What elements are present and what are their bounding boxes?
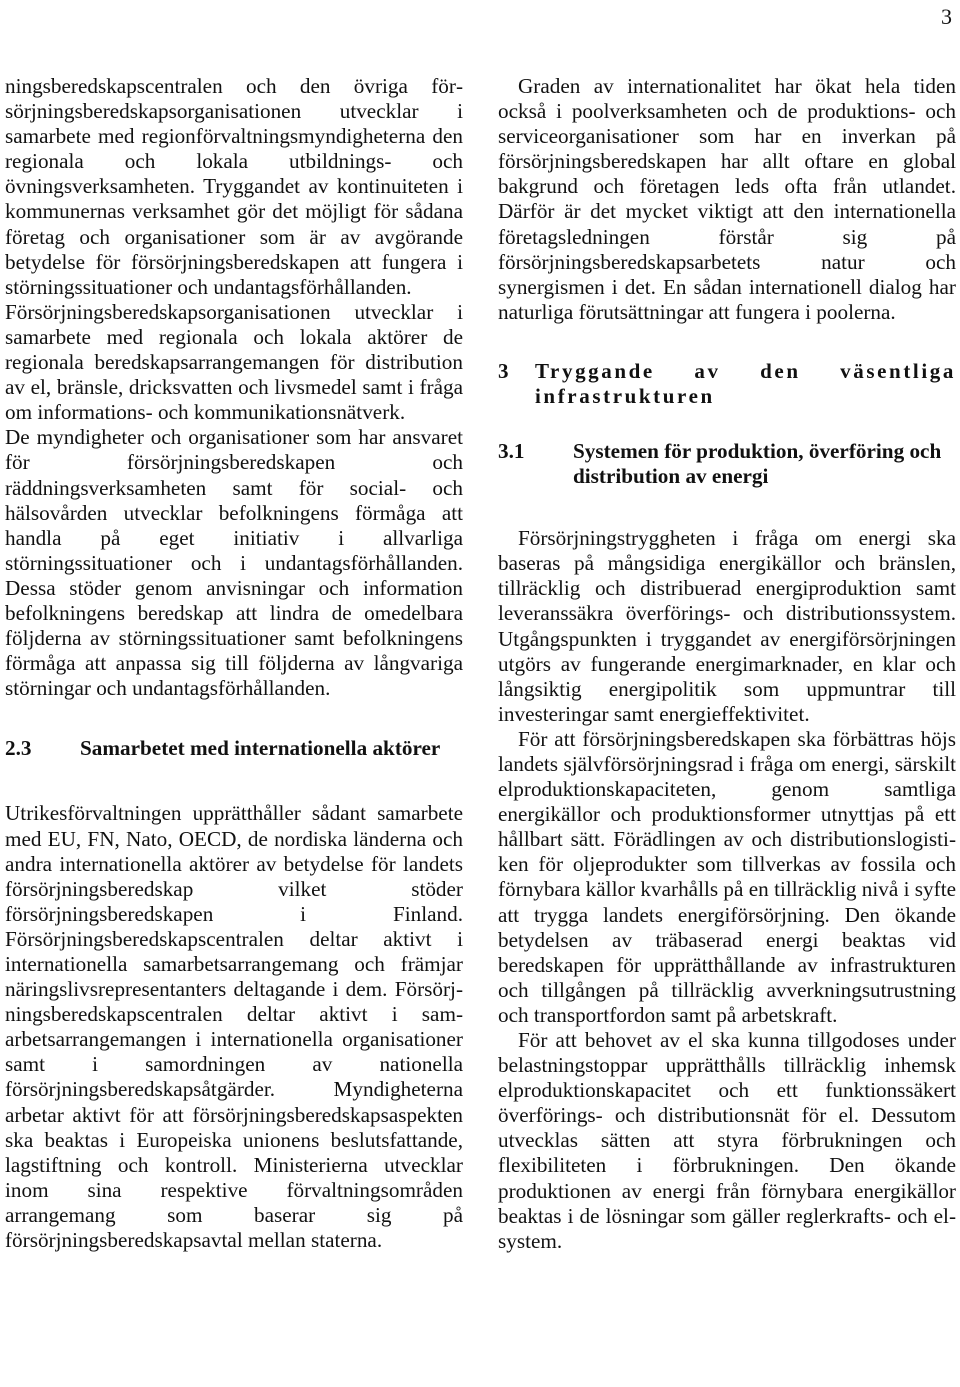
section-title: Systemen för produktion, överföring och distribution av energi: [573, 438, 942, 489]
section-heading-2-3: [5, 736, 463, 761]
chapter-title: Tryggande av den väsentliga infrastrukturen: [535, 358, 956, 408]
paragraph: Försörjningstryggheten i fråga om energi ska baseras på mångsidiga energikällor och bränslen, tillräcklig och distribuerad energiproduktion samt leveranssäkra överförings- och distributionssystem. Utgångspunkten i tryggandet av energiförsörjningen utgörs av fungerande energimarknader, en klar och långsiktig energipolitik som uppmuntrar till investeringar samt energieffektivitet.: [498, 526, 956, 726]
left-column: [5, 74, 463, 1253]
paragraph: De myndigheter och organisationer som har ansvaret för försörjningsberedskapen och räddningsverksamheten samt för social- och hälsovården utvecklar befolkningens förmåga att handla på eget initiativ i allvarliga störningssituationer och i undantagsförhållanden. Dessa stöder genom anvisningar och information befolkningens beredskap att lindra de omedelbara följderna av störningssituationer samt befolkningens förmåga att anpassa sig till följderna av långvariga störningar och undantagsförhållanden.: [5, 425, 463, 701]
paragraph: För att försörjningsberedskapen ska förbättras höjs landets självförsörjningsrad i fråga om energi, särskilt elproduktionskapaciteten, genom samtliga energikällor och produktionsformer utnyttjas på ett hållbart sätt. Förädlingen av och distributionslogistiken för oljeprodukter som tillverkas av fossila och förnybara källor kvarhålls på en tillräcklig nivå i syfte att trygga landets energiförsörjning. Den ökande betydelsen av träbaserad energi beaktas vid beredskapen för upprätthållande av infrastrukturen och tillgången på tillräcklig avverkningsutrustning och transportfordon samt på arbetskraft.: [498, 726, 956, 1027]
chapter-number: 3: [498, 358, 509, 383]
chapter-heading-3: [498, 359, 956, 409]
paragraph: Försörjningsberedskapsorganisationen utvecklar i samarbete med regionala och lokala aktörer de regionala beredskapsarrangemangen för distribution av el, bränsle, dricksvatten och livsmedel samt i fråga om informations- och kommunikationsnätverk.: [5, 299, 463, 425]
page-number: 3: [941, 4, 952, 29]
section-number: 3.1: [498, 438, 525, 463]
section-title: Samarbetet med internationella aktörer: [80, 736, 441, 761]
paragraph: Graden av internationalitet har ökat hela tiden också i poolverksamheten och de produktions- och serviceorganisationer som har en inverkan på försörjningsberedskapen har allt oftare en global bakgrund och företagen leds ofta från utlandet. Därför är det mycket viktigt att den internationella företagsledningen förstår sig på försörjningsberedskapsarbetets natur och synergismen i det. En sådan internationell dialog har naturliga förutsättningar att fungera i poolerna.: [498, 74, 956, 324]
right-column: [498, 74, 956, 1254]
paragraph: Utrikesförvaltningen upprätthåller sådant samarbete med EU, FN, Nato, OECD, de nordiska länderna och andra internationella aktörer av betydelse för landets försörjningsberedskap vilket stöder försörjningsberedskapen i Finland. Försörjningsberedskapscentralen deltar aktivt i internationella samarbetsarrangemang och främjar näringslivsrepresentanters deltagande i dem. Försörjningsberedskapscentralen deltar aktivt i samarbetsarrangemangen i internationella organisationer samt i samordningen av nationella försörjningsberedskapsåtgärder. Myndigheterna arbetar aktivt för att försörjningsberedskapsaspekten ska beaktas i Europeiska unionens beslutsfattande, lagstiftning och kontroll. Ministerierna utvecklar inom sina respektive förvaltningsområden arrangemang som baserar sig på försörjningsberedskapsavtal mellan staterna.: [5, 801, 463, 1253]
section-heading-3-1: [498, 439, 956, 489]
paragraph: För att behovet av el ska kunna tillgodoses under belastningstoppar upprätthålls tillräcklig inhemsk elproduktionskapacitet och ett funktionssäkert överförings- och distributionsnät för el. Dessutom utvecklas sätten att styra förbrukningen och flexibiliteten i förbrukningen. Den ökande produktionen av energi från förnybara energikällor beaktas i de lösningar som gäller reglerkrafts- och elsystem.: [498, 1028, 956, 1253]
section-number: 2.3: [5, 736, 32, 761]
paragraph: ningsberedskapscentralen och den övriga försörjningsberedskapsorganisationen utvecklar i samarbete med regionförvaltningsmyndigheterna den regionala och lokala utbildnings- och övningsverksamheten. Tryggandet av kontinuiteten i kommunernas verksamhet gör det möjligt för sådana företag och organisationer som är av avgörande betydelse för försörjningsberedskapen att fungera i störningssituationer och undantagsförhållanden.: [5, 74, 463, 299]
